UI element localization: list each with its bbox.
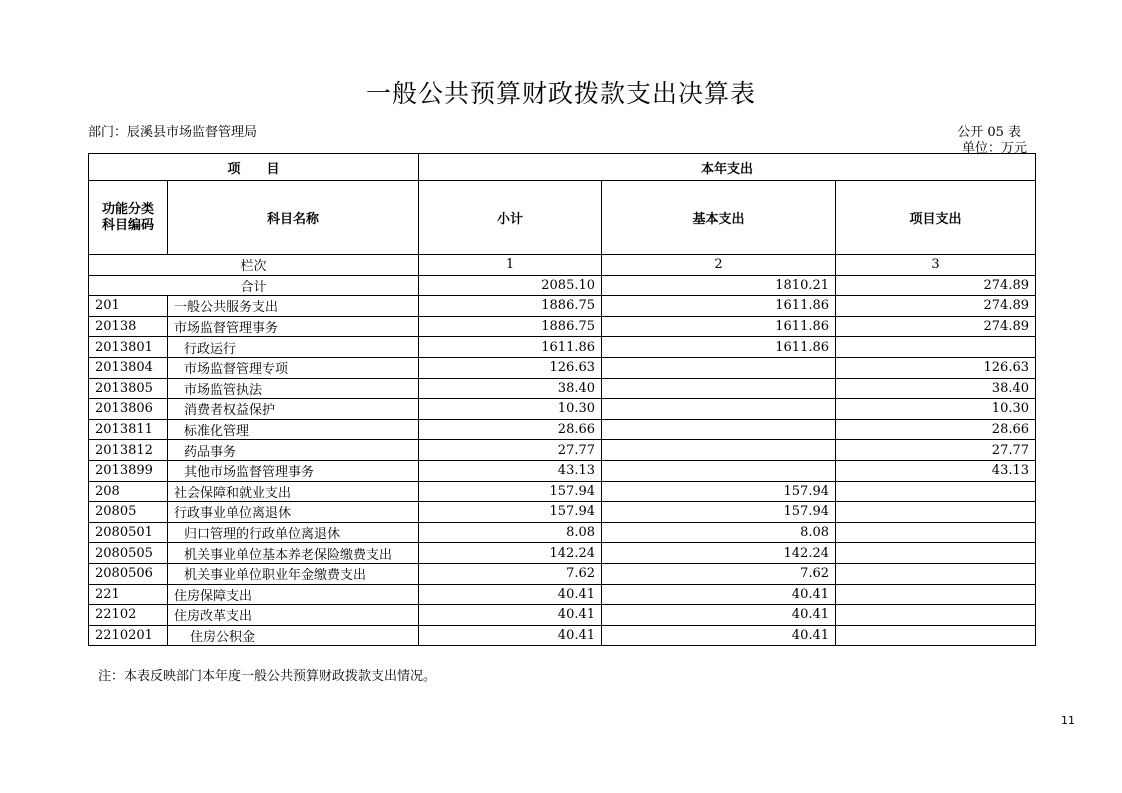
row-name: 市场监督管理专项 xyxy=(168,357,419,378)
expenditure-table xyxy=(88,153,1036,646)
row-code: 221 xyxy=(89,584,168,605)
row-code: 2013806 xyxy=(89,399,168,420)
table-row xyxy=(89,625,1036,646)
row-basic: 40.41 xyxy=(602,605,836,626)
row-subtotal: 7.62 xyxy=(419,563,602,584)
row-code: 2013801 xyxy=(89,337,168,358)
row-basic: 1611.86 xyxy=(602,296,836,317)
row-subtotal: 40.41 xyxy=(419,625,602,646)
header-code: 功能分类 科目编码 xyxy=(89,181,168,255)
table-row xyxy=(89,481,1036,502)
row-basic: 142.24 xyxy=(602,543,836,564)
row-project xyxy=(836,502,1036,523)
row-subtotal: 27.77 xyxy=(419,440,602,461)
header-row-1 xyxy=(89,154,1036,181)
header-row-2 xyxy=(89,181,1036,255)
row-subtotal: 40.41 xyxy=(419,584,602,605)
row-subtotal: 38.40 xyxy=(419,378,602,399)
table-note: 注：本表反映部门本年度一般公共预算财政拨款支出情况。 xyxy=(98,669,437,684)
row-name: 药品事务 xyxy=(168,440,419,461)
total-project: 274.89 xyxy=(836,275,1036,296)
row-name: 机关事业单位基本养老保险缴费支出 xyxy=(168,543,419,564)
row-name: 住房保障支出 xyxy=(168,584,419,605)
row-subtotal: 157.94 xyxy=(419,502,602,523)
row-project: 43.13 xyxy=(836,460,1036,481)
table-row xyxy=(89,337,1036,358)
table-number: 公开 05 表 xyxy=(957,125,1021,140)
row-subtotal: 1886.75 xyxy=(419,316,602,337)
header-name: 科目名称 xyxy=(168,181,419,255)
row-project: 38.40 xyxy=(836,378,1036,399)
row-name: 标准化管理 xyxy=(168,419,419,440)
row-project xyxy=(836,522,1036,543)
header-item: 项 目 xyxy=(89,154,419,181)
row-project: 274.89 xyxy=(836,316,1036,337)
table-row xyxy=(89,316,1036,337)
row-name: 住房公积金 xyxy=(168,625,419,646)
row-code: 2080505 xyxy=(89,543,168,564)
row-code: 2080506 xyxy=(89,563,168,584)
row-name: 归口管理的行政单位离退休 xyxy=(168,522,419,543)
row-project xyxy=(836,625,1036,646)
row-subtotal: 142.24 xyxy=(419,543,602,564)
row-code: 2210201 xyxy=(89,625,168,646)
row-code: 208 xyxy=(89,481,168,502)
header-current-year: 本年支出 xyxy=(419,154,1036,181)
table-row xyxy=(89,563,1036,584)
table-row xyxy=(89,399,1036,420)
row-code: 20138 xyxy=(89,316,168,337)
row-code: 2080501 xyxy=(89,522,168,543)
row-subtotal: 40.41 xyxy=(419,605,602,626)
row-subtotal: 157.94 xyxy=(419,481,602,502)
index-col-1: 1 xyxy=(419,255,602,276)
table-row xyxy=(89,357,1036,378)
table-row xyxy=(89,584,1036,605)
table-row xyxy=(89,419,1036,440)
index-col-3: 3 xyxy=(836,255,1036,276)
row-basic xyxy=(602,399,836,420)
row-project: 126.63 xyxy=(836,357,1036,378)
row-code: 22102 xyxy=(89,605,168,626)
table-row xyxy=(89,522,1036,543)
row-project xyxy=(836,584,1036,605)
row-basic xyxy=(602,419,836,440)
row-basic: 1611.86 xyxy=(602,316,836,337)
row-subtotal: 1886.75 xyxy=(419,296,602,317)
row-project xyxy=(836,481,1036,502)
row-name: 消费者权益保护 xyxy=(168,399,419,420)
row-name: 社会保障和就业支出 xyxy=(168,481,419,502)
total-subtotal: 2085.10 xyxy=(419,275,602,296)
row-subtotal: 1611.86 xyxy=(419,337,602,358)
row-project: 27.77 xyxy=(836,440,1036,461)
row-code: 2013811 xyxy=(89,419,168,440)
header-basic: 基本支出 xyxy=(602,181,836,255)
row-basic xyxy=(602,440,836,461)
row-name: 市场监管执法 xyxy=(168,378,419,399)
row-subtotal: 43.13 xyxy=(419,460,602,481)
row-code: 2013805 xyxy=(89,378,168,399)
row-project: 274.89 xyxy=(836,296,1036,317)
row-subtotal: 126.63 xyxy=(419,357,602,378)
row-name: 市场监督管理事务 xyxy=(168,316,419,337)
table-row xyxy=(89,378,1036,399)
row-project: 10.30 xyxy=(836,399,1036,420)
row-code: 2013804 xyxy=(89,357,168,378)
row-name: 行政运行 xyxy=(168,337,419,358)
row-project xyxy=(836,543,1036,564)
table-row xyxy=(89,460,1036,481)
row-subtotal: 10.30 xyxy=(419,399,602,420)
row-project xyxy=(836,337,1036,358)
total-basic: 1810.21 xyxy=(602,275,836,296)
row-project: 28.66 xyxy=(836,419,1036,440)
index-label: 栏次 xyxy=(89,255,419,276)
department-label: 部门：辰溪县市场监督管理局 xyxy=(88,125,258,140)
row-project xyxy=(836,605,1036,626)
total-row xyxy=(89,275,1036,296)
row-basic: 40.41 xyxy=(602,584,836,605)
row-subtotal: 28.66 xyxy=(419,419,602,440)
unit-label: 单位：万元 xyxy=(961,141,1027,156)
row-code: 2013812 xyxy=(89,440,168,461)
row-name: 住房改革支出 xyxy=(168,605,419,626)
row-name: 其他市场监督管理事务 xyxy=(168,460,419,481)
row-basic xyxy=(602,460,836,481)
row-basic xyxy=(602,357,836,378)
row-basic: 7.62 xyxy=(602,563,836,584)
total-label: 合计 xyxy=(89,275,419,296)
index-row xyxy=(89,255,1036,276)
row-basic xyxy=(602,378,836,399)
page-title: 一般公共预算财政拨款支出决算表 xyxy=(365,79,756,108)
row-subtotal: 8.08 xyxy=(419,522,602,543)
row-basic: 157.94 xyxy=(602,481,836,502)
row-basic: 8.08 xyxy=(602,522,836,543)
row-basic: 1611.86 xyxy=(602,337,836,358)
table-row xyxy=(89,440,1036,461)
row-name: 行政事业单位离退休 xyxy=(168,502,419,523)
table-row xyxy=(89,543,1036,564)
row-project xyxy=(836,563,1036,584)
row-basic: 40.41 xyxy=(602,625,836,646)
table-row xyxy=(89,605,1036,626)
row-code: 2013899 xyxy=(89,460,168,481)
row-code: 20805 xyxy=(89,502,168,523)
row-code: 201 xyxy=(89,296,168,317)
page-number: 11 xyxy=(1061,714,1075,727)
row-name: 一般公共服务支出 xyxy=(168,296,419,317)
header-subtotal: 小计 xyxy=(419,181,602,255)
row-basic: 157.94 xyxy=(602,502,836,523)
row-name: 机关事业单位职业年金缴费支出 xyxy=(168,563,419,584)
table-row xyxy=(89,502,1036,523)
table-row xyxy=(89,296,1036,317)
header-project: 项目支出 xyxy=(836,181,1036,255)
index-col-2: 2 xyxy=(602,255,836,276)
